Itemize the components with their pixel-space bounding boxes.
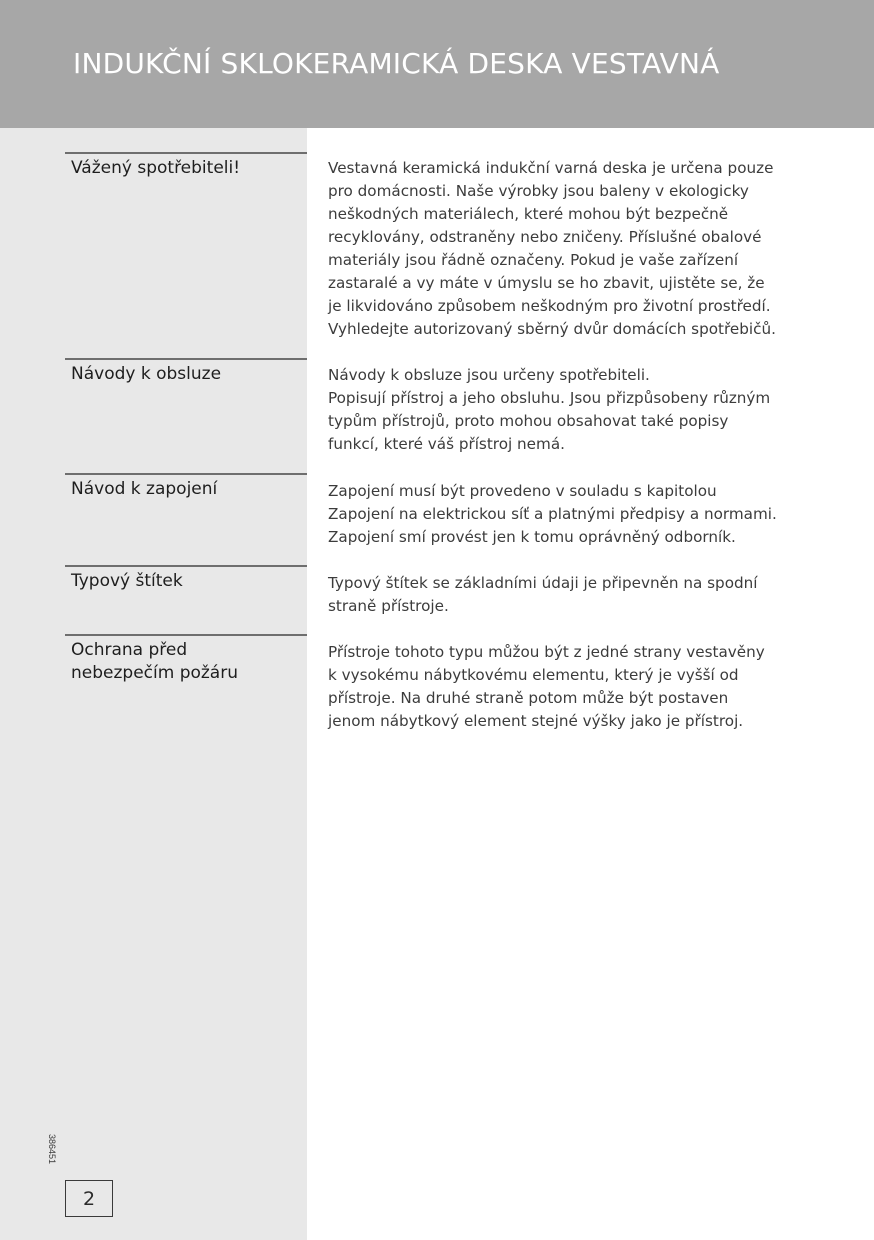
section-body-rating-plate: Typový štítek se základními údaji je připevněn na spodní straně přístroje. xyxy=(328,574,758,615)
section-body-operating-instructions: Návody k obsluze jsou určeny spotřebiteli. Popisují přístroj a jeho obsluhu. Jsou přizpůsobeny různým typům přístrojů, proto mohou obsahovat také popisy funkcí, které váš přístroj nemá. xyxy=(328,366,771,453)
page-header xyxy=(0,0,874,128)
document-code xyxy=(40,1132,64,1166)
page-number-box: 2 xyxy=(65,1180,113,1217)
document-code-text: 386451 xyxy=(47,1133,58,1165)
section-title-connection-instructions: Návod k zapojení xyxy=(65,473,307,501)
section-title-fire-protection: Ochrana před nebezpečím požáru xyxy=(65,634,307,685)
section-title-operating-instructions: Návody k obsluze xyxy=(65,358,307,386)
page-title: INDUKČNÍ SKLOKERAMICKÁ DESKA VESTAVNÁ xyxy=(73,47,720,80)
section-body-connection-instructions: Zapojení musí být provedeno v souladu s kapitolou Zapojení na elektrickou síť a platnými předpisy a normami. Zapojení smí provést jen k tomu oprávněný odborník. xyxy=(328,482,777,546)
section-body-fire-protection: Přístroje tohoto typu můžou být z jedné strany vestavěny k vysokému nábytkovému elementu, který je vyšší od přístroje. Na druhé straně potom může být postaven jenom nábytkový element stejné výšky jako je přístroj. xyxy=(328,643,765,730)
section-body-dear-customer: Vestavná keramická indukční varná deska je určena pouze pro domácnosti. Naše výrobky jsou baleny v ekologicky neškodných materiálech, které mohou být bezpečně recyklovány, odstraněny nebo zničeny. Příslušné obalové materiály jsou řádně označeny. Pokud je vaše zařízení zastaralé a vy máte v úmyslu se ho zbavit, ujistěte se, že je likvidováno způsobem neškodným pro životní prostředí. Vyhledejte autorizovaný sběrný dvůr domácích spotřebičů. xyxy=(328,159,776,338)
section-title-rating-plate: Typový štítek xyxy=(65,565,307,593)
section-title-dear-customer: Vážený spotřebiteli! xyxy=(65,152,307,180)
